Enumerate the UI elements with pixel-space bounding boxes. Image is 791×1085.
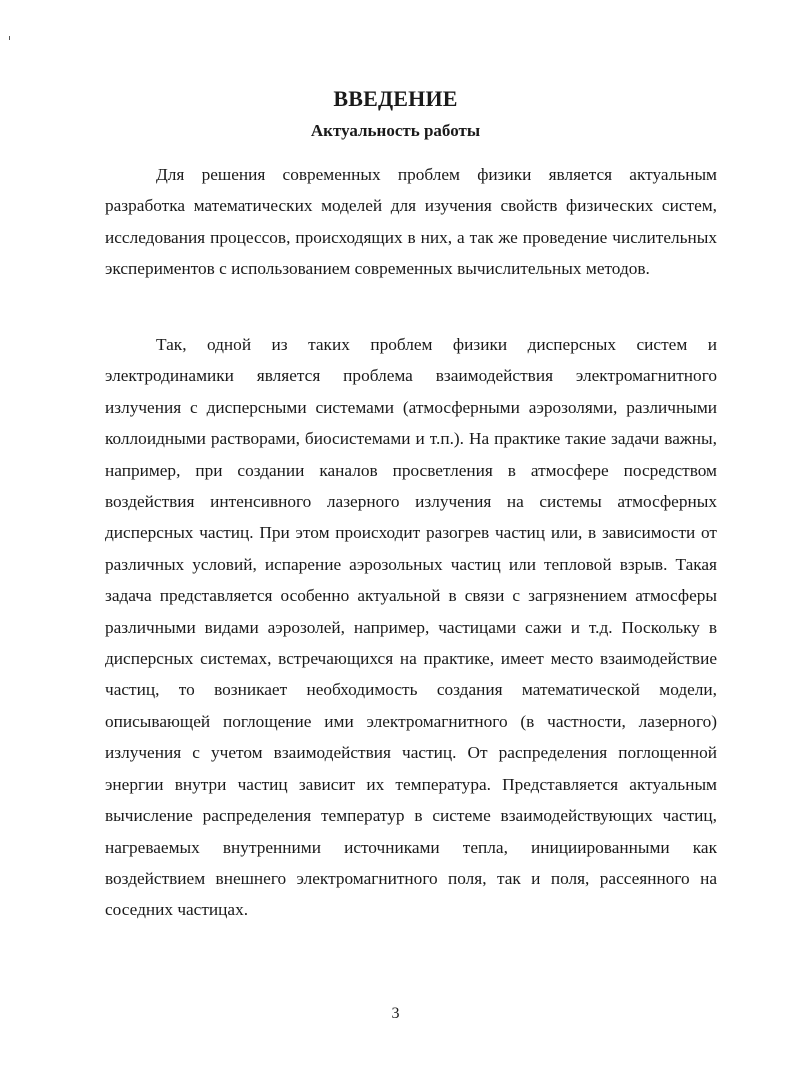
scan-mark xyxy=(9,36,10,40)
paragraph-problem: Так, одной из таких проблем физики дисперсных систем и электродинамики является проблема взаимодействия электромагнитного излучения с дисперсными системами (атмосферными аэрозолями, различными коллоидными растворами, биосистемами и т.п.). На практике такие задачи важны, например, при создании каналов просветления в атмосфере посредством воздействия интенсивного лазерного излучения на системы атмосферных дисперсных частиц. При этом происходит разогрев частиц или, в зависимости от различных условий, испарение аэрозольных частиц или тепловой взрыв. Такая задача представляется особенно актуальной в связи с загрязнением атмосферы различными видами аэрозолей, например, частицами сажи и т.д. Поскольку в дисперсных системах, встречающихся на практике, имеет место взаимодействие частиц, то возникает необходимость создания математической модели, описывающей поглощение ими электромагнитного (в частности, лазерного) излучения с учетом взаимодействия частиц. От распределения поглощенной энергии внутри частиц зависит их температура. Представляется актуальным вычисление распределения температур в системе взаимодействующих частиц, нагреваемых внутренними источниками тепла, инициированными как воздействием внешнего электромагнитного поля, так и поля, рассеянного на соседних частицах. xyxy=(105,335,717,920)
paragraph-intro: Для решения современных проблем физики является актуальным разработка математических моделей для изучения свойств физических систем, исследования процессов, происходящих в них, а так же проведение числительных экспериментов с использованием современных вычислительных методов. xyxy=(105,165,717,279)
section-subtitle: Актуальность работы xyxy=(310,121,481,140)
page-title: ВВЕДЕНИЕ xyxy=(333,86,458,111)
page-number: 3 xyxy=(391,1005,400,1022)
